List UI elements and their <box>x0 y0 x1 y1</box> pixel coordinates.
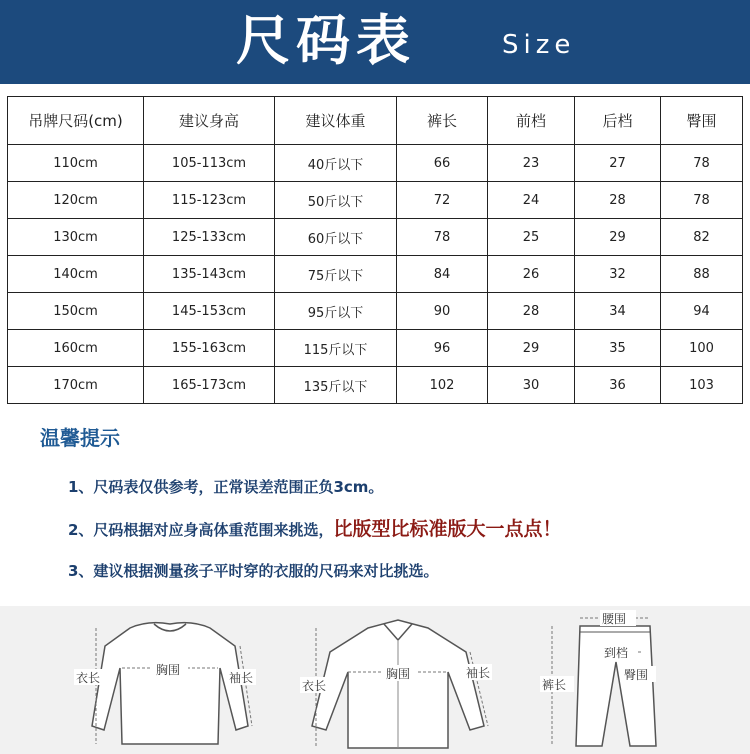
table-cell: 27 <box>575 145 661 182</box>
tip-1: 1、尺码表仅供参考，正常误差范围正负3cm。 <box>68 478 384 496</box>
table-cell: 28 <box>488 293 575 330</box>
table-row <box>8 256 743 293</box>
table-cell: 75斤以下 <box>275 256 397 293</box>
table-row <box>8 219 743 256</box>
table-cell: 145-153cm <box>144 293 275 330</box>
table-cell: 60斤以下 <box>275 219 397 256</box>
column-header: 建议身高 <box>144 97 275 145</box>
table-cell: 90 <box>397 293 488 330</box>
pants-waist-label: 腰围 <box>602 612 627 626</box>
tip-2-emphasis: 比版型比标准版大一点点！ <box>333 518 562 540</box>
table-cell: 32 <box>575 256 661 293</box>
table-cell: 120cm <box>8 182 144 219</box>
table-row <box>8 367 743 404</box>
sweater-outline-icon <box>92 623 248 744</box>
tip-2-text: 2、尺码根据对应身高体重范围来挑选， <box>68 521 334 539</box>
table-cell: 23 <box>488 145 575 182</box>
header-banner <box>0 0 750 84</box>
table-cell: 150cm <box>8 293 144 330</box>
table-cell: 115-123cm <box>144 182 275 219</box>
table-cell: 78 <box>661 182 743 219</box>
sweater-diagram <box>70 606 270 754</box>
table-cell: 160cm <box>8 330 144 367</box>
table-cell: 95斤以下 <box>275 293 397 330</box>
table-cell: 34 <box>575 293 661 330</box>
table-cell: 78 <box>397 219 488 256</box>
table-cell: 36 <box>575 367 661 404</box>
column-header: 裤长 <box>397 97 488 145</box>
table-row <box>8 293 743 330</box>
pants-diagram <box>538 606 688 754</box>
table-cell: 170cm <box>8 367 144 404</box>
table-cell: 29 <box>575 219 661 256</box>
table-cell: 135斤以下 <box>275 367 397 404</box>
table-cell: 78 <box>661 145 743 182</box>
table-cell: 28 <box>575 182 661 219</box>
table-cell: 130cm <box>8 219 144 256</box>
tip-2 <box>68 514 561 541</box>
table-cell: 96 <box>397 330 488 367</box>
table-cell: 94 <box>661 293 743 330</box>
table-cell: 88 <box>661 256 743 293</box>
table-cell: 40斤以下 <box>275 145 397 182</box>
column-header: 前档 <box>488 97 575 145</box>
table-cell: 140cm <box>8 256 144 293</box>
shirt-chest-label: 胸围 <box>386 667 411 681</box>
table-cell: 24 <box>488 182 575 219</box>
table-cell: 66 <box>397 145 488 182</box>
table-cell: 100 <box>661 330 743 367</box>
pants-hip-label: 臀围 <box>624 668 649 682</box>
table-cell: 103 <box>661 367 743 404</box>
shirt-diagram <box>298 606 508 754</box>
table-cell: 72 <box>397 182 488 219</box>
table-row <box>8 182 743 219</box>
table-cell: 102 <box>397 367 488 404</box>
table-cell: 155-163cm <box>144 330 275 367</box>
pants-length-label: 裤长 <box>542 678 567 692</box>
tip-3: 3、建议根据测量孩子平时穿的衣服的尺码来对比挑选。 <box>68 562 439 580</box>
tips-title: 温馨提示 <box>40 426 120 450</box>
sweater-chest-label: 胸围 <box>156 663 181 677</box>
size-table <box>7 96 743 404</box>
table-cell: 25 <box>488 219 575 256</box>
column-header: 后档 <box>575 97 661 145</box>
table-cell: 84 <box>397 256 488 293</box>
sweater-length-label: 衣长 <box>76 671 101 685</box>
table-row <box>8 145 743 182</box>
table-header-row <box>8 97 743 145</box>
page-title: 尺码表 <box>236 9 416 72</box>
page-subtitle: Size <box>502 30 576 60</box>
table-cell: 135-143cm <box>144 256 275 293</box>
table-row <box>8 330 743 367</box>
table-cell: 110cm <box>8 145 144 182</box>
shirt-sleeve-label: 袖长 <box>466 666 491 680</box>
table-cell: 26 <box>488 256 575 293</box>
table-cell: 50斤以下 <box>275 182 397 219</box>
table-cell: 165-173cm <box>144 367 275 404</box>
table-cell: 125-133cm <box>144 219 275 256</box>
table-cell: 82 <box>661 219 743 256</box>
column-header: 吊牌尺码(cm) <box>8 97 144 145</box>
sweater-sleeve-label: 袖长 <box>229 671 254 685</box>
table-cell: 35 <box>575 330 661 367</box>
column-header: 建议体重 <box>275 97 397 145</box>
table-cell: 29 <box>488 330 575 367</box>
table-cell: 30 <box>488 367 575 404</box>
pants-rise-label: 到档 <box>604 646 629 660</box>
table-cell: 105-113cm <box>144 145 275 182</box>
column-header: 臀围 <box>661 97 743 145</box>
table-cell: 115斤以下 <box>275 330 397 367</box>
shirt-length-label: 衣长 <box>302 679 327 693</box>
